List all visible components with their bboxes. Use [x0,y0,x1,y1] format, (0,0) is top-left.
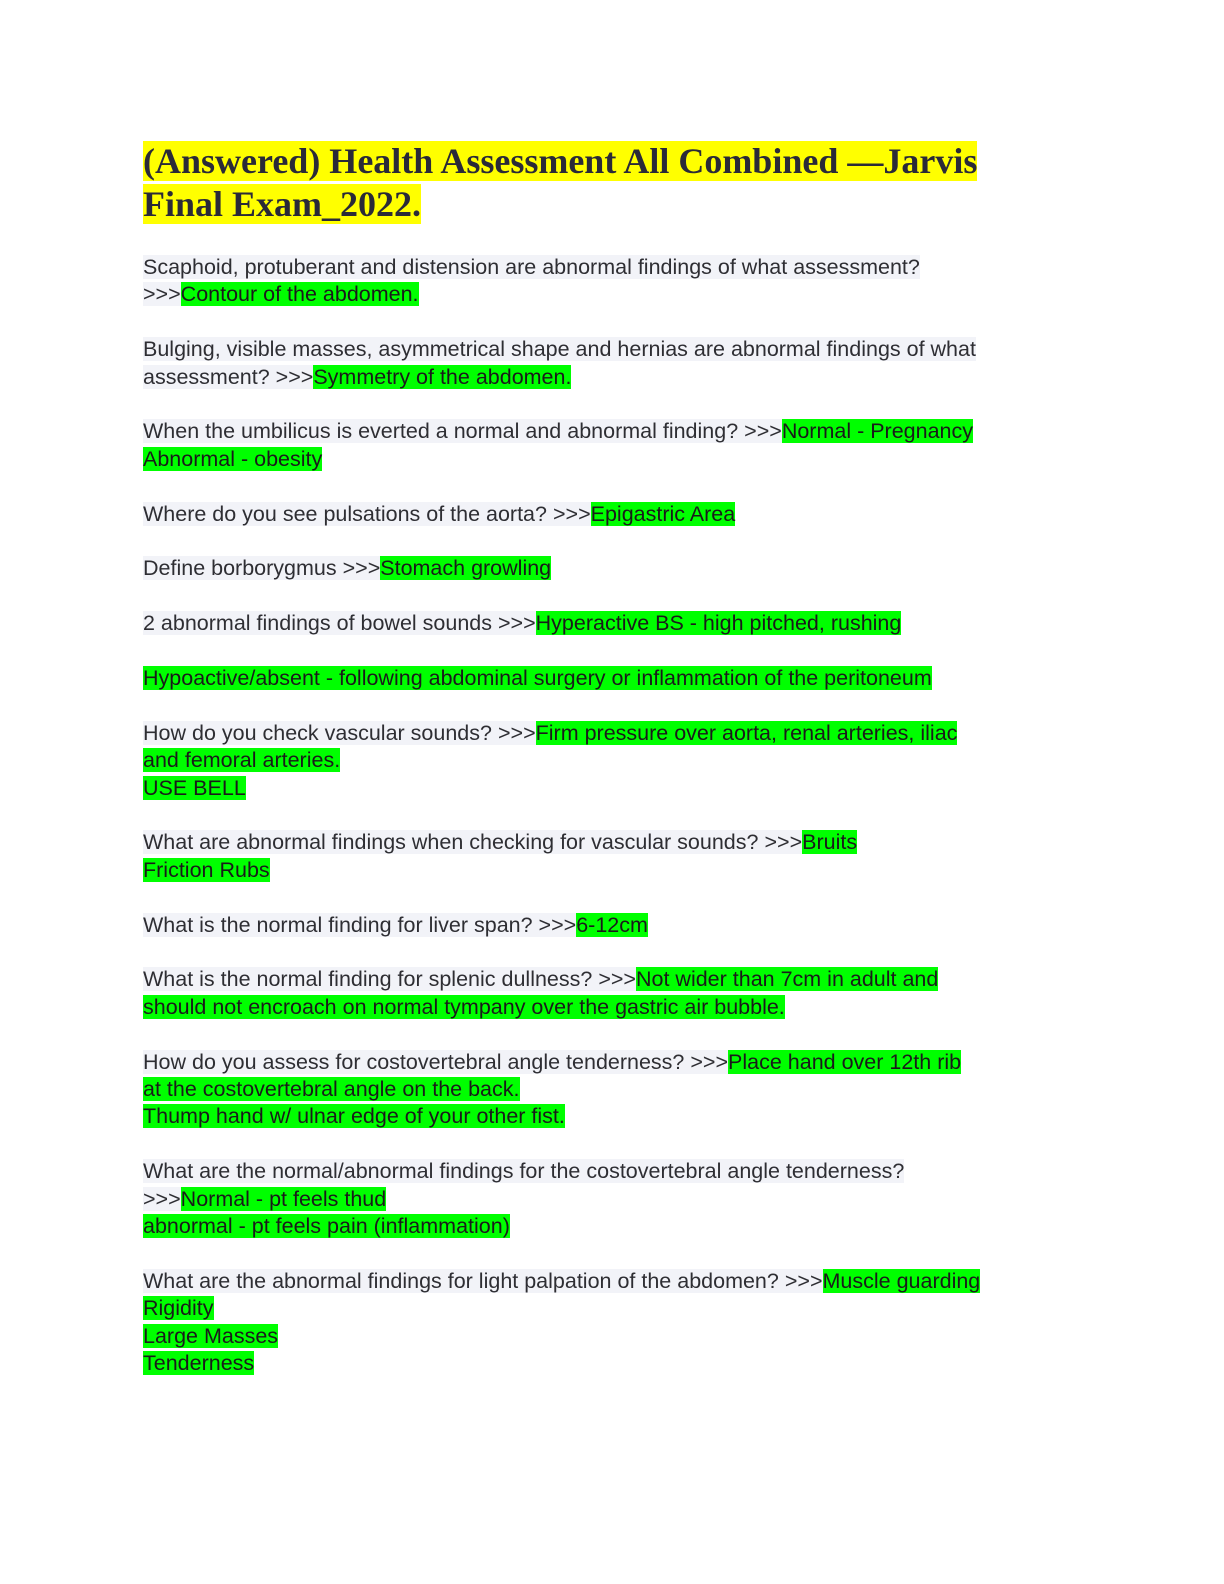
answer-separator: >>> [744,419,782,444]
qa-item-umbilicus [143,418,1083,473]
question-text: What is the normal finding for liver span? [143,912,539,937]
qa-item-splenic-dullness [143,966,1083,1021]
question-text: When the umbilicus is everted a normal and abnormal finding? [143,419,745,444]
answer-separator: >>> [275,364,314,389]
question-text: What is the normal finding for splenic dullness? [143,967,599,992]
answer-text: Epigastric Area [590,501,736,526]
answer-separator: >>> [598,967,636,992]
answer-separator: >>> [342,556,381,581]
answer-separator: >>> [784,1268,823,1293]
qa-item-contour [143,254,1083,309]
answer-text: Tenderness [143,1351,255,1376]
question-text: Scaphoid, protuberant and distension are abnormal findings of what assessment? [143,255,920,279]
answer-text: Firm pressure over aorta, renal arteries, iliac [535,720,958,745]
answer-text: Abnormal - obesity [143,446,323,471]
answer-text: abnormal - pt feels pain (inflammation) [143,1214,510,1239]
question-text: Bulging, visible masses, asymmetrical shape and hernias are abnormal findings of what [143,337,976,362]
question-text: 2 abnormal findings of bowel sounds [143,611,498,636]
document-title [143,140,1083,226]
answer-text: Not wider than 7cm in adult and [635,967,939,992]
answer-text: and femoral arteries. [143,748,341,773]
qa-item-hypoactive [143,665,1083,692]
answer-separator: >>> [552,501,591,526]
qa-item-symmetry [143,336,1083,391]
qa-item-liver-span [143,912,1083,939]
answer-text: Stomach growling [380,556,552,581]
answer-text: Large Masses [143,1323,279,1348]
qa-item-aorta-pulsations [143,501,1083,528]
answer-text: 6-12cm [576,912,648,937]
title-line-2: Final Exam_2022. [143,184,422,224]
answer-separator: >>> [497,611,536,636]
document-page [143,140,1083,1405]
answer-text: Normal - Pregnancy [781,419,973,444]
qa-item-light-palpation [143,1268,1083,1378]
answer-text: Hypoactive/absent - following abdominal surgery or inflammation of the peritoneum [143,666,932,690]
question-text: Define borborygmus [143,556,343,581]
answer-text: Place hand over 12th rib [728,1049,962,1074]
question-text: How do you check vascular sounds? [143,720,498,745]
question-text: What are the abnormal findings for light palpation of the abdomen? [143,1268,785,1293]
answer-separator: >>> [538,912,577,937]
qa-item-cva-assess [143,1049,1083,1131]
answer-text: Friction Rubs [143,857,270,882]
answer-text: Normal - pt feels thud [180,1186,387,1211]
question-text: What are abnormal findings when checking for vascular sounds? [143,830,765,855]
qa-item-bowel-sounds [143,610,1083,637]
answer-text: Bruits [802,830,858,855]
qa-item-borborygmus [143,555,1083,582]
answer-text: Muscle guarding [822,1268,981,1293]
answer-separator: >>> [764,830,803,855]
question-text: How do you assess for costovertebral angle tenderness? [143,1049,691,1074]
answer-separator: >>> [497,720,536,745]
question-text: assessment? [143,364,276,389]
question-text: What are the normal/abnormal findings for the costovertebral angle tenderness? [143,1159,905,1184]
answer-text: should not encroach on normal tympany over the gastric air bubble. [143,994,785,1019]
qa-item-vascular-abnormal [143,829,1083,884]
answer-text: Symmetry of the abdomen. [313,364,572,389]
answer-text: Thump hand w/ ulnar edge of your other fist. [143,1104,565,1129]
answer-text: at the costovertebral angle on the back. [143,1077,520,1102]
question-text: Where do you see pulsations of the aorta? [143,501,553,526]
answer-separator: >>> [690,1049,729,1074]
answer-separator: >>> [143,282,181,307]
title-line-1: (Answered) Health Assessment All Combined —Jarvis [143,141,978,181]
answer-text: Contour of the abdomen. [180,282,419,307]
answer-separator: >>> [143,1186,181,1211]
answer-text: USE BELL [143,775,246,800]
answer-text: Rigidity [143,1296,214,1321]
qa-item-cva-findings [143,1158,1083,1240]
answer-text: Hyperactive BS - high pitched, rushing [535,611,902,636]
qa-item-vascular-sounds [143,720,1083,802]
